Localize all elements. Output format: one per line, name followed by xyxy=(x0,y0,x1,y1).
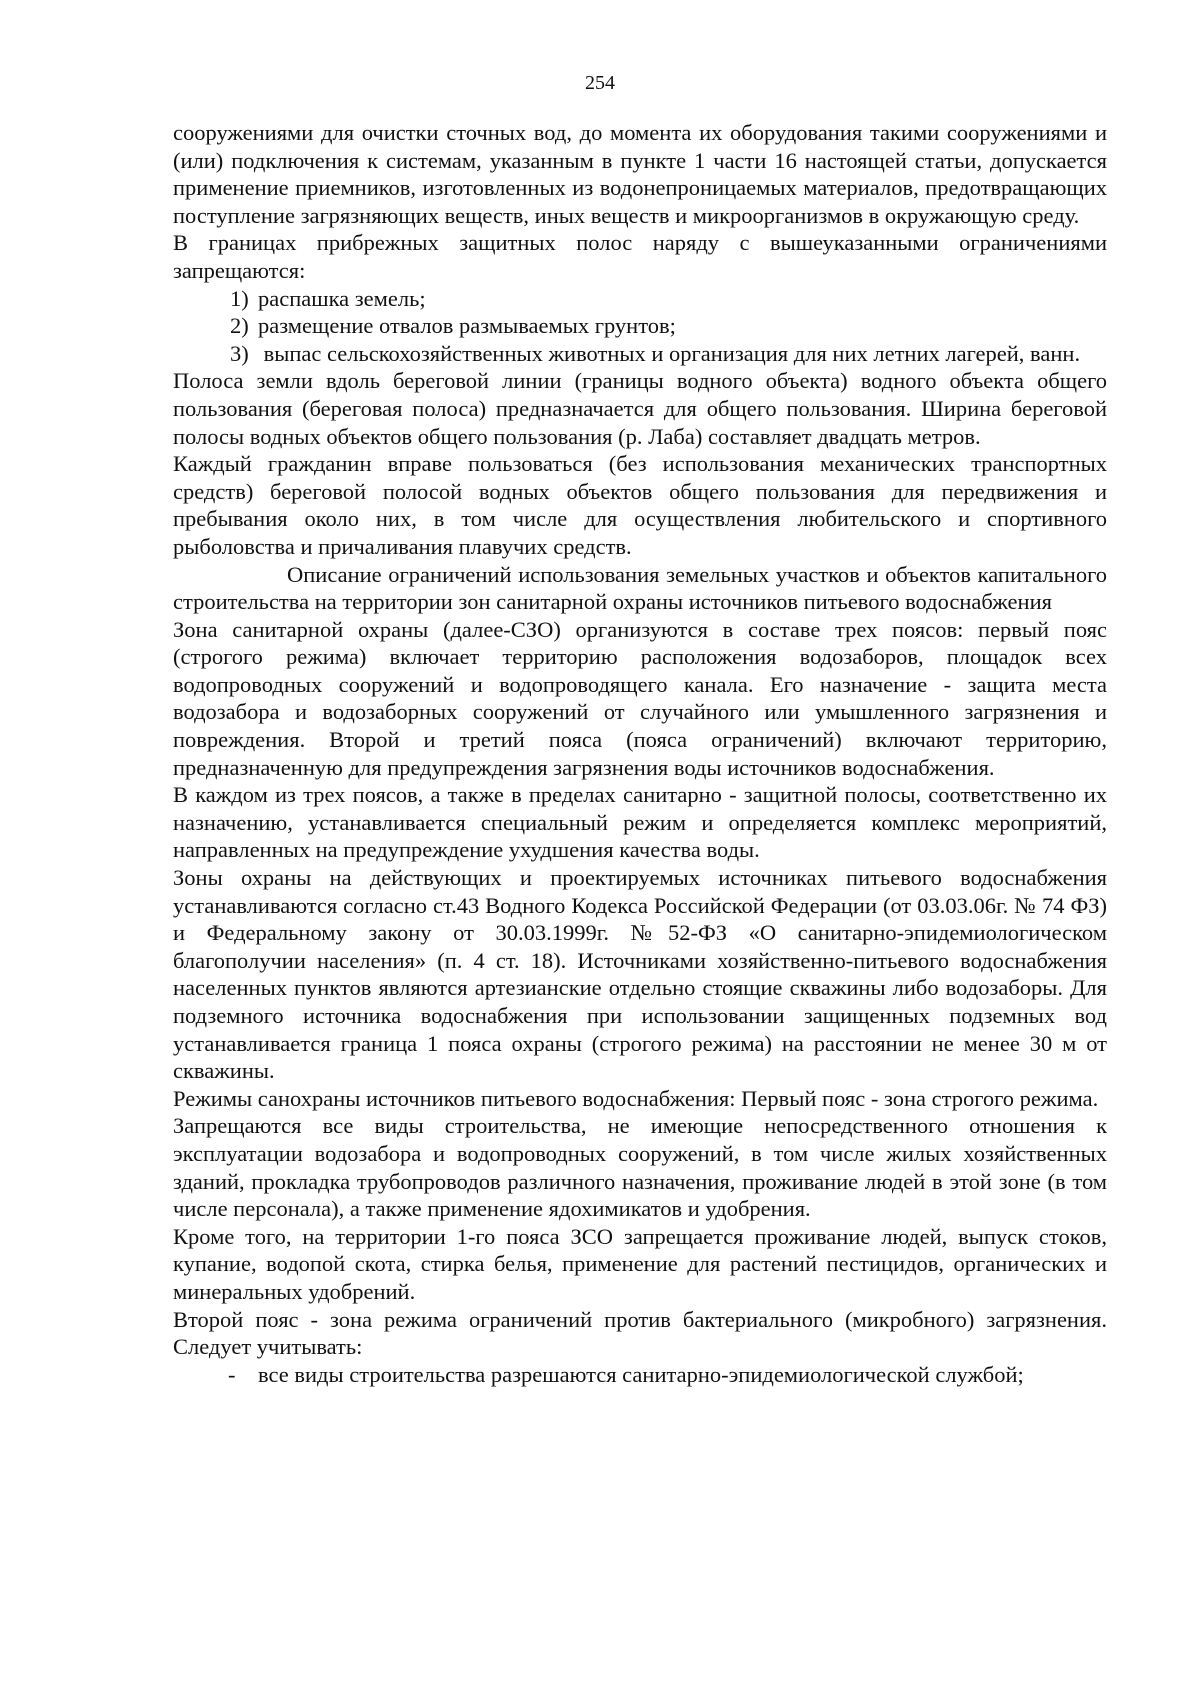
paragraph-second-belt: Второй пояс - зона режима ограничений против бактериального (микробного) загрязнения. Следует учитывать: xyxy=(173,1306,1107,1360)
list-text: размещение отвалов размываемых грунтов; xyxy=(258,313,676,339)
dash-list-item xyxy=(173,1361,1107,1389)
list-number: 1) xyxy=(230,285,249,311)
paragraph-construction-prohibited: Запрещаются все виды строительства, не имеющие непосредственного отношения к эксплуатации водозабора и водопроводных сооружений, в том числе жилых хозяйственных зданий, прокладка трубопроводов различного назначения, проживание людей в этой зоне (в том числе персонала), а также применение ядохимикатов и удобрения. xyxy=(173,1113,1107,1222)
list-item xyxy=(173,285,1107,313)
paragraph-sewage-facilities: сооружениями для очистки сточных вод, до момента их оборудования такими сооружениями и (или) подключения к системам, указанным в пункте 1 части 16 настоящей статьи, допускается применение приемников, изготовленных из водонепроницаемых материалов, предотвращающих поступление загрязняющих веществ, иных веществ и микроорганизмов в окружающую среду. xyxy=(173,120,1107,228)
list-text: выпас сельскохозяйственных животных и организация для них летних лагерей, ванн. xyxy=(263,340,1081,366)
paragraph-citizen-rights: Каждый гражданин вправе пользоваться (без использования механических транспортных средств) береговой полосой водных объектов общего пользования для передвижения и пребывания около них, в том числе для осуществления любительского и спортивного рыболовства и причаливания плавучих средств. xyxy=(173,451,1107,559)
dash-marker: - xyxy=(228,1361,236,1387)
paragraph-shore-strip: Полоса земли вдоль береговой линии (границы водного объекта) водного объекта общего пользования (береговая полоса) предназначается для общего пользования. Ширина береговой полосы водных объектов общего пользования (р. Лаба) составляет двадцать метров. xyxy=(173,368,1107,449)
page-number: 254 xyxy=(585,72,615,94)
paragraph-first-belt-regime: Режимы санохраны источников питьевого водоснабжения: Первый пояс - зона строгого режима. xyxy=(173,1085,1099,1111)
list-number: 2) xyxy=(230,313,249,339)
paragraph-sanitary-zone-belts: Зона санитарной охраны (далее-СЗО) организуются в составе трех поясов: первый пояс (строгого режима) включает территорию расположения водозаборов, площадок всех водопроводных сооружений и водопроводящего канала. Его назначение - защита места водозабора и водозаборных сооружений от случайного или умышленного загрязнения и повреждения. Второй и третий пояса (пояса ограничений) включают территорию, предназначенную для предупреждения загрязнения воды источников водоснабжения. xyxy=(173,616,1107,780)
section-heading-sanitary-zones: Описание ограничений использования земельных участков и объектов капитального строительства на территории зон санитарной охраны источников питьевого водоснабжения xyxy=(173,561,1107,615)
paragraph-protection-zones-law: Зоны охраны на действующих и проектируемых источниках питьевого водоснабжения устанавливаются согласно ст.43 Водного Кодекса Российской Федерации (от 03.03.06г. № 74 ФЗ) и Федеральному закону от 30.03.1999г. №52-ФЗ «О санитарно-эпидемиологическом благополучии населения» (п. 4 ст. 18). Источниками хозяйственно-питьевого водоснабжения населенных пунктов являются артезианские отдельно стоящие скважины либо водозаборы. Для подземного источника водоснабжения при использовании защищенных подземных вод устанавливается граница 1 пояса охраны (строгого режима) на расстоянии не менее 30 м от скважины. xyxy=(173,865,1107,1084)
list-number: 3) xyxy=(230,340,249,366)
list-item xyxy=(173,340,1107,368)
paragraph-first-belt-prohibitions: Кроме того, на территории 1-го пояса ЗСО запрещается проживание людей, выпуск стоков, купание, водопой скота, стирка белья, применение для растений пестицидов, органических и минеральных удобрений. xyxy=(173,1223,1107,1304)
list-item xyxy=(173,312,1107,340)
dash-list-text: все виды строительства разрешаются санитарно-эпидемиологической службой; xyxy=(258,1361,1024,1387)
paragraph-coastal-strip-prohibitions: В границах прибрежных защитных полос наряду с вышеуказанными ограничениями запрещаются: xyxy=(173,230,1107,283)
paragraph-special-regime: В каждом из трех поясов, а также в пределах санитарно - защитной полосы, соответственно их назначению, устанавливается специальный режим и определяется комплекс мероприятий, направленных на предупреждение ухудшения качества воды. xyxy=(173,782,1107,863)
document-body xyxy=(173,119,1107,1388)
list-text: распашка земель; xyxy=(258,285,426,311)
